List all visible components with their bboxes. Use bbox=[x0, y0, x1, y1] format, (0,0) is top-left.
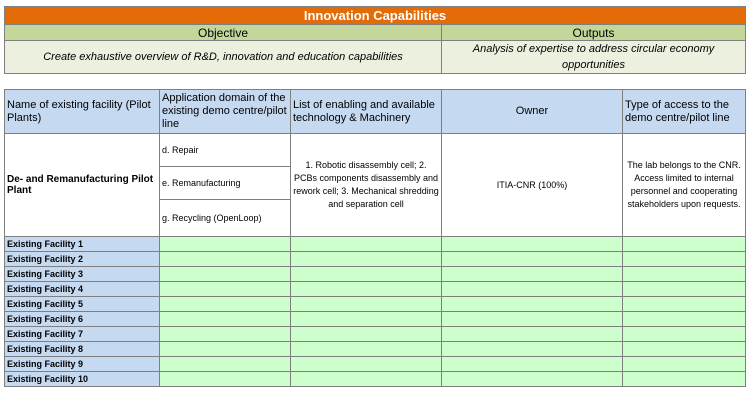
facility-row-label: Existing Facility 6 bbox=[5, 312, 160, 327]
table-row bbox=[5, 312, 746, 327]
table-row bbox=[5, 237, 746, 252]
empty-cell[interactable] bbox=[623, 237, 746, 252]
objective-text: Create exhaustive overview of R&D, innovation and education capabilities bbox=[5, 41, 442, 74]
facility-row-label: Existing Facility 1 bbox=[5, 237, 160, 252]
empty-cell[interactable] bbox=[291, 372, 442, 387]
empty-cell[interactable] bbox=[160, 252, 291, 267]
table-row bbox=[5, 342, 746, 357]
empty-cell[interactable] bbox=[442, 342, 623, 357]
empty-cell[interactable] bbox=[160, 327, 291, 342]
empty-cell[interactable] bbox=[623, 267, 746, 282]
facility-owner: ITIA-CNR (100%) bbox=[442, 134, 623, 237]
empty-cell[interactable] bbox=[623, 327, 746, 342]
empty-cell[interactable] bbox=[160, 282, 291, 297]
empty-cell[interactable] bbox=[623, 372, 746, 387]
facility-row-label: Existing Facility 3 bbox=[5, 267, 160, 282]
application-item: g. Recycling (OpenLoop) bbox=[160, 200, 291, 237]
empty-cell[interactable] bbox=[442, 282, 623, 297]
facility-technology: 1. Robotic disassembly cell; 2. PCBs components disassembly and rework cell; 3. Mechanical shredding and separation cell bbox=[291, 134, 442, 237]
empty-cell[interactable] bbox=[160, 312, 291, 327]
empty-cell[interactable] bbox=[291, 237, 442, 252]
empty-cell[interactable] bbox=[160, 297, 291, 312]
table-row bbox=[5, 297, 746, 312]
empty-cell[interactable] bbox=[623, 282, 746, 297]
facility-row-label: Existing Facility 5 bbox=[5, 297, 160, 312]
empty-cell[interactable] bbox=[160, 267, 291, 282]
table-row bbox=[5, 372, 746, 387]
facilities-table bbox=[4, 89, 746, 387]
empty-cell[interactable] bbox=[623, 252, 746, 267]
empty-cell[interactable] bbox=[291, 297, 442, 312]
empty-cell[interactable] bbox=[442, 312, 623, 327]
table-row bbox=[5, 267, 746, 282]
empty-cell[interactable] bbox=[160, 237, 291, 252]
header-name: Name of existing facility (Pilot Plants) bbox=[5, 90, 160, 134]
empty-cell[interactable] bbox=[442, 297, 623, 312]
facility-row-label: Existing Facility 9 bbox=[5, 357, 160, 372]
facility-access: The lab belongs to the CNR. Access limited to internal personnel and cooperating stakeholders upon requests. bbox=[623, 134, 746, 237]
application-item: e. Remanufacturing bbox=[160, 167, 291, 200]
empty-cell[interactable] bbox=[623, 342, 746, 357]
empty-cell[interactable] bbox=[442, 357, 623, 372]
empty-cell[interactable] bbox=[623, 297, 746, 312]
facility-row-label: Existing Facility 4 bbox=[5, 282, 160, 297]
outputs-label: Outputs bbox=[442, 25, 746, 41]
empty-cell[interactable] bbox=[291, 252, 442, 267]
empty-cell[interactable] bbox=[442, 327, 623, 342]
empty-cell[interactable] bbox=[291, 342, 442, 357]
empty-cell[interactable] bbox=[291, 327, 442, 342]
header-access: Type of access to the demo centre/pilot line bbox=[623, 90, 746, 134]
empty-cell[interactable] bbox=[291, 282, 442, 297]
header-row bbox=[5, 90, 746, 134]
facility-row-label: Existing Facility 10 bbox=[5, 372, 160, 387]
empty-cell[interactable] bbox=[442, 237, 623, 252]
application-item: d. Repair bbox=[160, 134, 291, 167]
table-row bbox=[5, 134, 746, 167]
empty-cell[interactable] bbox=[291, 267, 442, 282]
table-row bbox=[5, 357, 746, 372]
header-technology: List of enabling and available technology & Machinery bbox=[291, 90, 442, 134]
empty-cell[interactable] bbox=[291, 357, 442, 372]
empty-cell[interactable] bbox=[442, 267, 623, 282]
empty-cell[interactable] bbox=[623, 357, 746, 372]
facility-row-label: Existing Facility 7 bbox=[5, 327, 160, 342]
banner-title: Innovation Capabilities bbox=[5, 7, 746, 25]
empty-cell[interactable] bbox=[442, 252, 623, 267]
facility-name: De- and Remanufacturing Pilot Plant bbox=[5, 134, 160, 237]
empty-cell[interactable] bbox=[291, 312, 442, 327]
empty-cell[interactable] bbox=[623, 312, 746, 327]
empty-cell[interactable] bbox=[160, 357, 291, 372]
header-application: Application domain of the existing demo centre/pilot line bbox=[160, 90, 291, 134]
table-row bbox=[5, 282, 746, 297]
table-row bbox=[5, 327, 746, 342]
facility-row-label: Existing Facility 8 bbox=[5, 342, 160, 357]
empty-cell[interactable] bbox=[442, 372, 623, 387]
outputs-text: Analysis of expertise to address circular economy opportunities bbox=[442, 41, 746, 74]
summary-table bbox=[4, 6, 746, 74]
empty-cell[interactable] bbox=[160, 342, 291, 357]
table-row bbox=[5, 252, 746, 267]
objective-label: Objective bbox=[5, 25, 442, 41]
facility-row-label: Existing Facility 2 bbox=[5, 252, 160, 267]
empty-cell[interactable] bbox=[160, 372, 291, 387]
header-owner: Owner bbox=[442, 90, 623, 134]
